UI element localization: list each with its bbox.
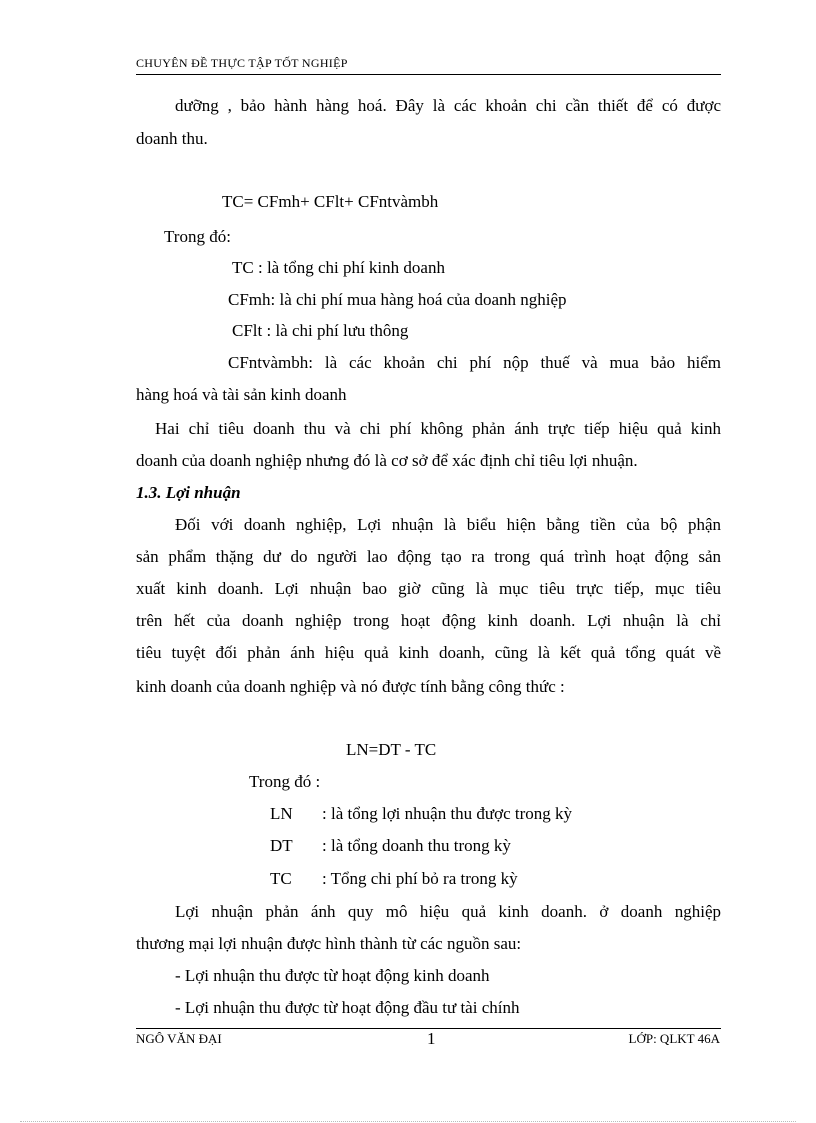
- page-bottom-border: [20, 1121, 796, 1122]
- paragraph-line: xuất kinh doanh. Lợi nhuận bao giờ cũng là mục tiêu trực tiếp, mục tiêu: [136, 579, 721, 598]
- definition-term: DT: [270, 836, 293, 855]
- definition-term: TC: [270, 869, 292, 888]
- header-rule: [136, 74, 721, 75]
- paragraph-line: doanh thu.: [136, 129, 208, 148]
- formula-ln: LN=DT - TC: [346, 740, 437, 759]
- definition-cfnt: CFntvàmbh: là các khoản chi phí nộp thuế và mua bảo hiểm: [228, 353, 721, 372]
- where-label: Trong đó:: [164, 227, 231, 246]
- formula-tc: TC= CFmh+ CFlt+ CFntvàmbh: [222, 192, 439, 211]
- paragraph-line: Hai chỉ tiêu doanh thu và chi phí không phản ánh trực tiếp hiệu quả kinh: [155, 419, 721, 438]
- page-header: CHUYÊN ĐỀ THỰC TẬP TỐT NGHIỆP: [136, 56, 348, 70]
- paragraph-line: kinh doanh của doanh nghiệp và nó được tính bằng công thức :: [136, 677, 565, 696]
- definition-cfmh: CFmh: là chi phí mua hàng hoá của doanh nghiệp: [228, 290, 567, 309]
- definition-cfnt-cont: hàng hoá và tài sản kinh doanh: [136, 385, 347, 404]
- paragraph-line: doanh của doanh nghiệp nhưng đó là cơ sở để xác định chỉ tiêu lợi nhuận.: [136, 451, 638, 470]
- definition-term: LN: [270, 804, 293, 823]
- paragraph-line: sản phẩm thặng dư do người lao động tạo ra trong quá trình hoạt động sản: [136, 547, 721, 566]
- paragraph-line: dưỡng , bảo hành hàng hoá. Đây là các khoản chi cần thiết để có được: [175, 96, 721, 115]
- footer-class: LỚP: QLKT 46A: [628, 1031, 720, 1046]
- definition-desc: : là tổng lợi nhuận thu được trong kỳ: [322, 804, 573, 823]
- list-item: - Lợi nhuận thu được từ hoạt động đầu tư tài chính: [175, 998, 520, 1017]
- where-label: Trong đó :: [249, 772, 321, 791]
- paragraph-line: Lợi nhuận phản ánh quy mô hiệu quả kinh doanh. ở doanh nghiệp: [175, 902, 721, 921]
- paragraph-line: Đối với doanh nghiệp, Lợi nhuận là biểu hiện bằng tiền của bộ phận: [175, 515, 721, 534]
- section-heading: 1.3. Lợi nhuận: [136, 483, 241, 502]
- footer-author: NGÔ VĂN ĐẠI: [136, 1031, 222, 1046]
- definition-cflt: CFlt : là chi phí lưu thông: [232, 321, 409, 340]
- paragraph-line: thương mại lợi nhuận được hình thành từ các nguồn sau:: [136, 934, 522, 953]
- page-number: 1: [427, 1029, 436, 1048]
- list-item: - Lợi nhuận thu được từ hoạt động kinh doanh: [175, 966, 490, 985]
- definition-desc: : Tổng chi phí bỏ ra trong kỳ: [322, 869, 518, 888]
- definition-tc: TC : là tổng chi phí kinh doanh: [232, 258, 445, 277]
- paragraph-line: trên hết của doanh nghiệp trong hoạt động kinh doanh. Lợi nhuận là chỉ: [136, 611, 721, 630]
- paragraph-line: tiêu tuyệt đối phản ánh hiệu quả kinh doanh, cũng là kết quả tổng quát về: [136, 643, 721, 662]
- definition-desc: : là tổng doanh thu trong kỳ: [322, 836, 511, 855]
